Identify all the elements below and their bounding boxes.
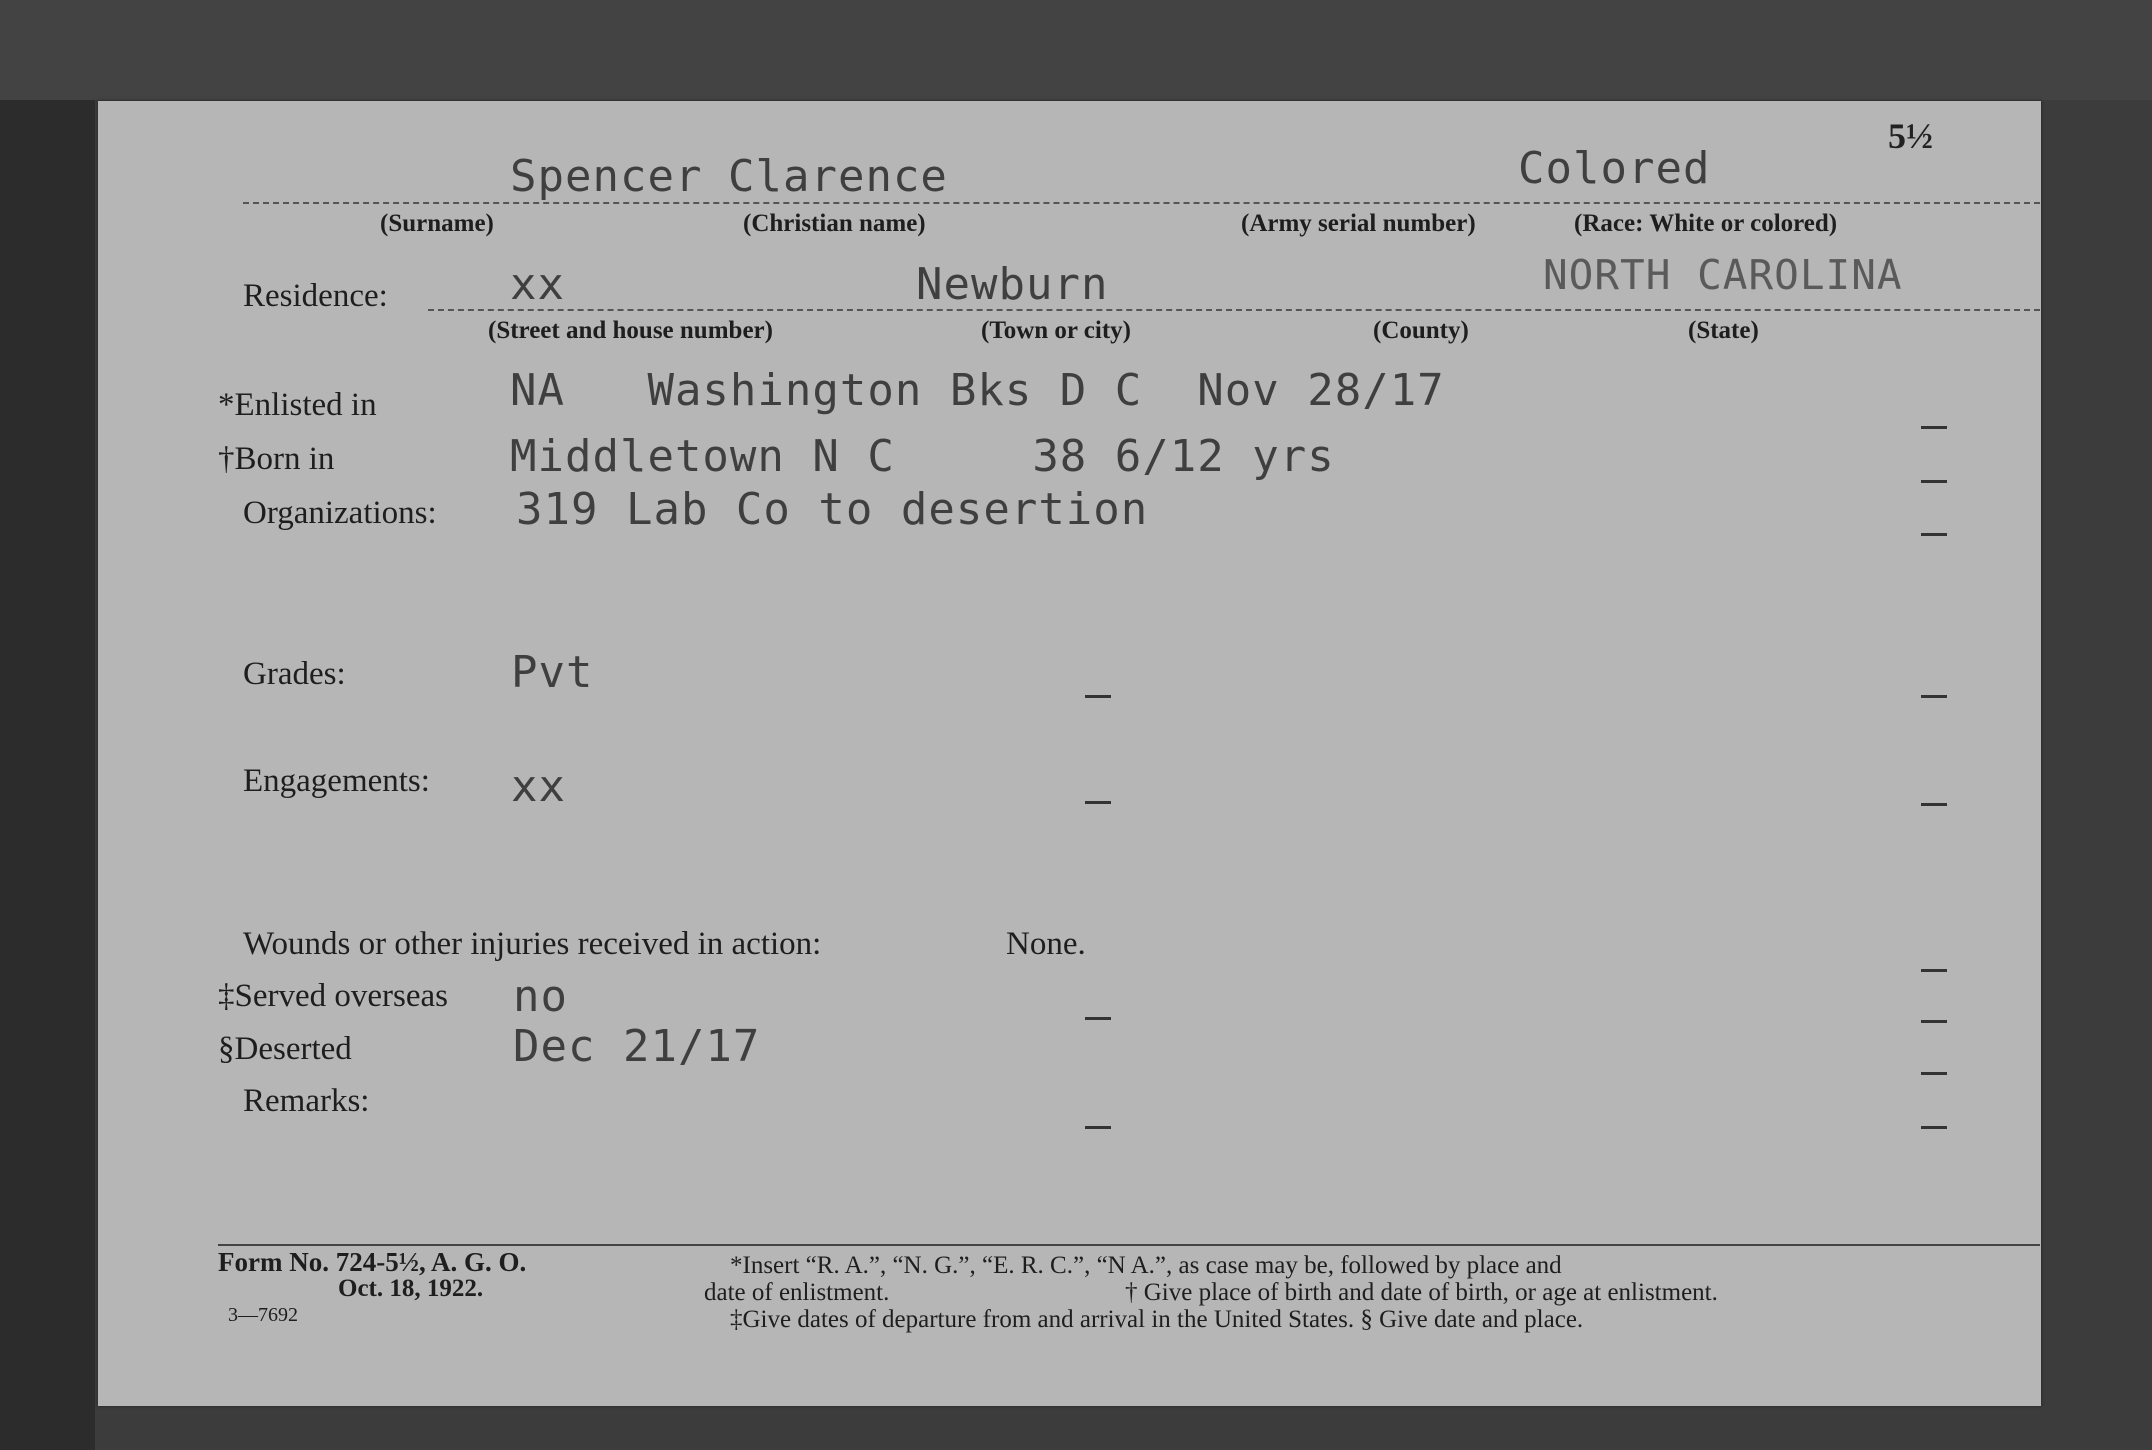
residence-state-value: NORTH CAROLINA (1543, 251, 1903, 299)
form-date: Oct. 18, 1922. (338, 1275, 484, 1302)
middle-dash (1085, 695, 1111, 698)
deserted-label: §Deserted (218, 1031, 352, 1067)
residence-label: Residence: (243, 278, 388, 314)
organizations-label: Organizations: (243, 495, 437, 531)
race-caption: (Race: White or colored) (1574, 210, 1838, 237)
wounds-label: Wounds or other injuries received in action: (243, 926, 822, 962)
margin-dash (1921, 969, 1947, 972)
margin-dash (1921, 533, 1947, 536)
residence-street-value: xx (510, 259, 565, 310)
town-caption: (Town or city) (981, 317, 1131, 344)
margin-dash (1921, 1072, 1947, 1075)
race-value: Colored (1518, 143, 1711, 194)
enlisted-value: NA Washington Bks D C Nov 28/17 (510, 365, 1445, 416)
state-caption: (State) (1688, 317, 1759, 344)
scan-background-left (0, 0, 95, 1450)
serial-number-caption: (Army serial number) (1241, 210, 1476, 237)
service-record-card (98, 101, 2041, 1406)
surname-value: Spencer (510, 151, 703, 202)
christian-name-caption: (Christian name) (743, 210, 926, 237)
middle-dash (1085, 801, 1111, 804)
christian-name-value: Clarence (728, 151, 948, 202)
middle-dash (1085, 1017, 1111, 1020)
margin-dash (1921, 1020, 1947, 1023)
middle-dash (1085, 1126, 1111, 1129)
engagements-value: xx (511, 761, 566, 812)
overseas-label: ‡Served overseas (218, 978, 449, 1014)
name-line (243, 202, 2040, 204)
margin-dash (1921, 426, 1947, 429)
overseas-value: no (513, 971, 568, 1022)
street-caption: (Street and house number) (488, 317, 773, 344)
residence-town-value: Newburn (916, 259, 1109, 310)
footer-note-line-1: *Insert “R. A.”, “N. G.”, “E. R. C.”, “N A.”, as case may be, followed by place and (730, 1252, 1562, 1279)
organizations-value: 319 Lab Co to desertion (516, 484, 1149, 535)
margin-dash (1921, 480, 1947, 483)
form-number: Form No. 724-5½, A. G. O. (218, 1247, 527, 1277)
footer-note-line-2b: † Give place of birth and date of birth, or age at enlistment. (1125, 1279, 1718, 1306)
footer-note-line-2a: date of enlistment. (704, 1279, 890, 1306)
born-label: †Born in (218, 441, 335, 477)
margin-dash (1921, 1126, 1947, 1129)
engagements-label: Engagements: (243, 763, 430, 799)
margin-dash (1921, 803, 1947, 806)
grades-value: Pvt (511, 647, 594, 698)
grades-label: Grades: (243, 656, 346, 692)
footer-note-line-3: ‡Give dates of departure from and arrival in the United States. § Give date and place. (730, 1306, 1584, 1333)
wounds-value: None. (1006, 926, 1086, 962)
residence-line (428, 309, 2040, 311)
scan-background-top (0, 0, 2152, 100)
footer-rule (218, 1244, 2040, 1246)
deserted-value: Dec 21/17 (513, 1021, 761, 1072)
remarks-label: Remarks: (243, 1083, 370, 1119)
enlisted-label: *Enlisted in (218, 387, 377, 423)
corner-number: 5½ (1888, 116, 1933, 156)
county-caption: (County) (1373, 317, 1469, 344)
surname-caption: (Surname) (380, 210, 494, 237)
margin-dash (1921, 695, 1947, 698)
born-value: Middletown N C 38 6/12 yrs (510, 431, 1335, 482)
form-code: 3—7692 (228, 1304, 298, 1326)
